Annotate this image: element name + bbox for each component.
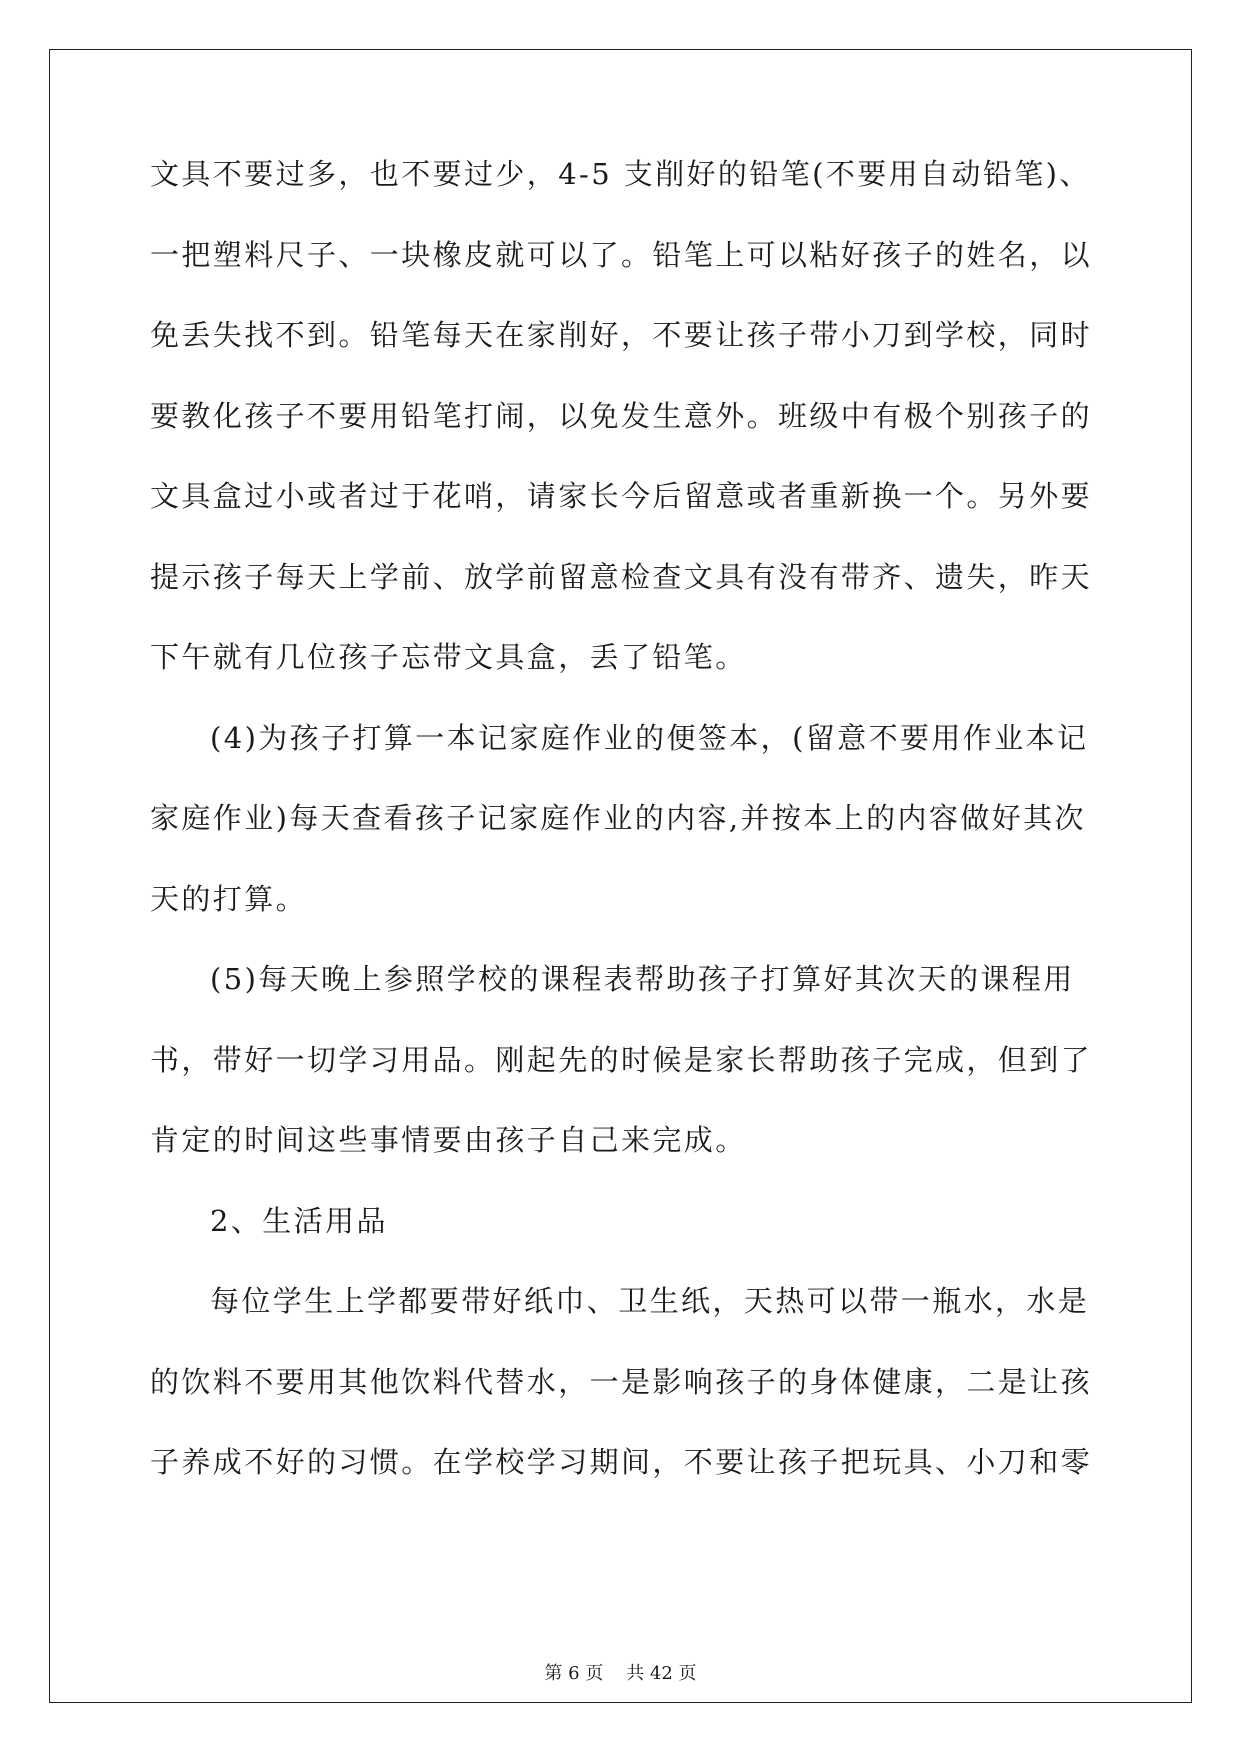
text-line: 每位学生上学都要带好纸巾、卫生纸，天热可以带一瓶水，水是 [210,1284,1090,1318]
text-line: 书，带好一切学习用品。刚起先的时候是家长帮助孩子完成，但到了 [150,1042,1093,1077]
text-line: (5)每天晚上参照学校的课程表帮助孩子打算好其次天的课程用 [210,962,1075,996]
text-line: 一把塑料尺子、一块橡皮就可以了。铅笔上可以粘好孩子的姓名，以 [150,237,1093,272]
section-heading: 2、生活用品 [210,1203,388,1238]
text-line: 天的打算。 [150,881,308,916]
text-line: 下午就有几位孩子忘带文具盒，丢了铅笔。 [150,640,747,674]
text-line: 免丢失找不到。铅笔每天在家削好，不要让孩子带小刀到学校，同时 [150,318,1093,352]
text-line: 的饮料不要用其他饮料代替水，一是影响孩子的身体健康，二是让孩 [150,1364,1093,1399]
document-body [150,157,1093,1529]
page-number-footer: 第 6 页 共 42 页 [544,1663,697,1684]
text-line: 要教化孩子不要用铅笔打闹，以免发生意外。班级中有极个别孩子的 [150,398,1093,433]
text-line: 文具不要过多，也不要过少，4-5 支削好的铅笔(不要用自动铅笔)、 [150,157,1091,191]
text-line: (4)为孩子打算一本记家庭作业的便签本，(留意不要用作业本记 [210,720,1089,755]
text-line: 文具盒过小或者过于花哨，请家长今后留意或者重新换一个。另外要 [150,479,1093,513]
text-line: 提示孩子每天上学前、放学前留意检查文具有没有带齐、遗失，昨天 [150,559,1093,594]
text-line: 家庭作业)每天查看孩子记家庭作业的内容,并按本上的内容做好其次 [150,801,1086,835]
text-line: 肯定的时间这些事情要由孩子自己来完成。 [150,1123,747,1157]
text-line: 子养成不好的习惯。在学校学习期间，不要让孩子把玩具、小刀和零 [150,1445,1093,1479]
